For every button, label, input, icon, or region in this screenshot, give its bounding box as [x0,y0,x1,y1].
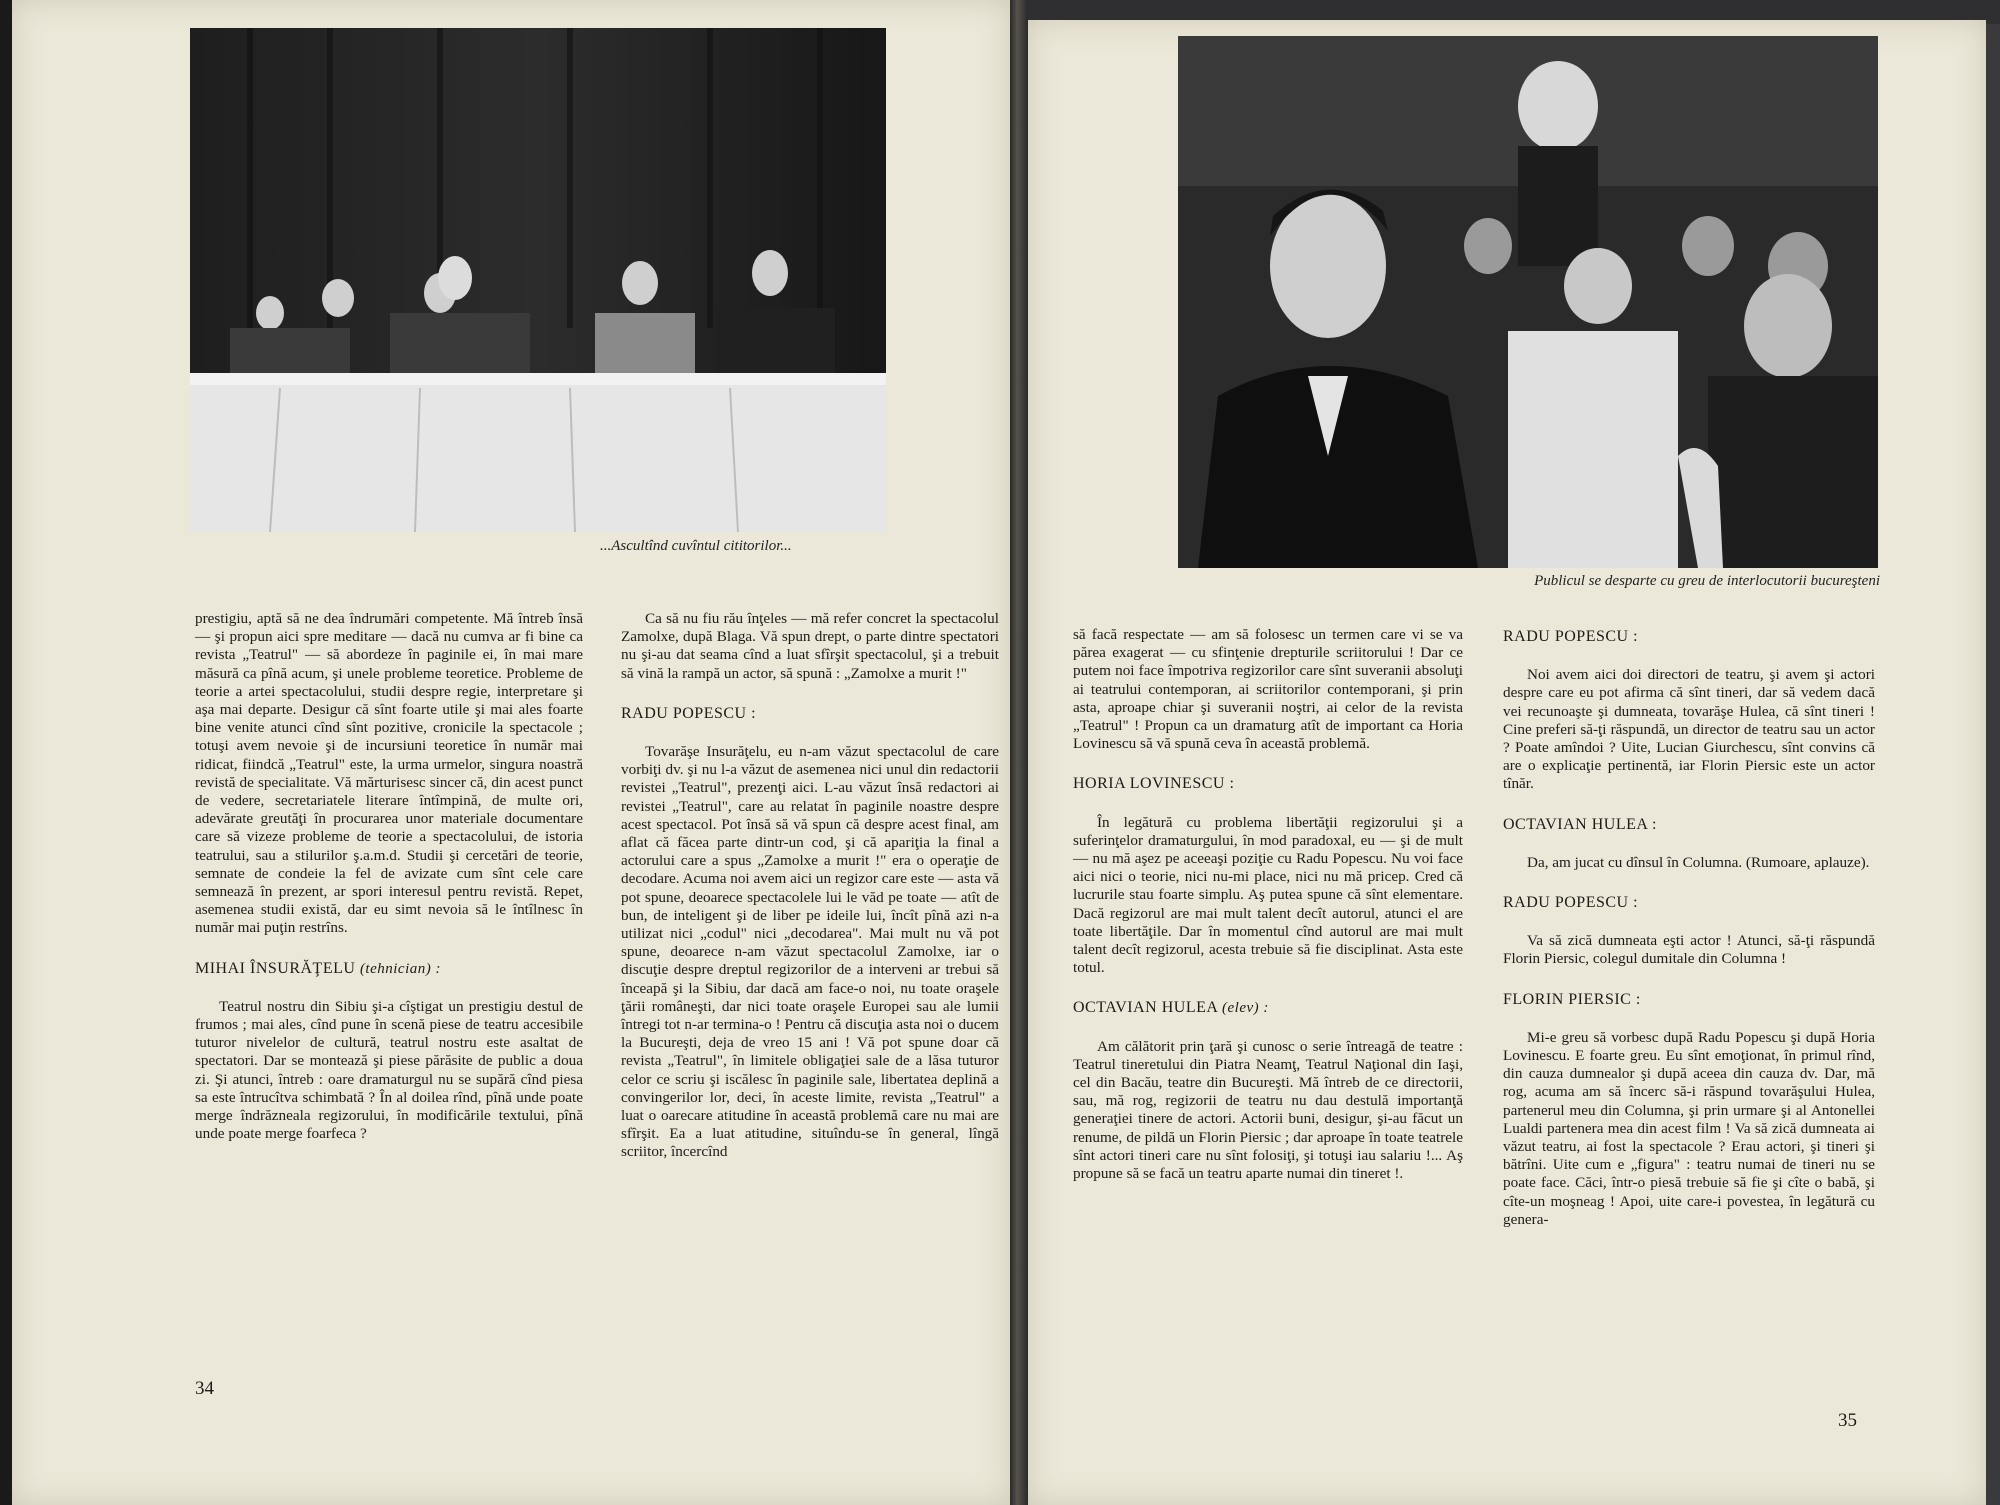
book-spine [1010,0,1028,1505]
paragraph: Teatrul nostru din Sibiu şi-a cîştigat un prestigiu destul de frumos ; mai ales, cînd pune în scenă piese de teatru accesibile tuturor nivelelor de cultură, teatrul nostru este asaltat de spectatori. Dar se montează şi piese părăsite de public a doua zi. Şi atunci, întreb : oare dramaturgul nu se supără cînd piesa sa este întrucîtva schimbată ? În al doilea rînd, pînă unde poate merge îndrăzneala regizorului, în modificările textului, pînă unde poate merge foarfeca ? [195,997,583,1143]
speaker-name: RADU POPESCU : [1503,628,1639,645]
paragraph: Va să zică dumneata eşti actor ! Atunci, să-ţi răspundă Florin Piersic, colegul dumitale din Columna ! [1503,932,1875,968]
photo-audience-image [1178,36,1878,568]
paragraph: În legătură cu problema libertăţii regizorului şi a suferinţelor dramaturgului, în mod paradoxal, eu — şi de mult — nu mă aşez pe aceeaşi poziţie cu Radu Popescu. Nu voi face aici nici o teorie, nici nu-mi place, nici nu mă pricep. Cred că lucrurile stau foarte simplu. Aş putea spune că sînt elementare. Dacă regizorul are mai mult talent decît autorul, atunci el are toate libertăţile. Dar în momentul cînd autorul are mai mult talent decît regizorul, acesta trebuie să fie disciplinat. Asta este totul. [1073,813,1463,977]
left-page [12,0,1010,1505]
page-number: 34 [195,1378,214,1399]
speaker-heading [1073,775,1463,793]
photo-caption: ...Ascultînd cuvîntul cititorilor... [600,538,792,554]
speaker-heading [621,705,999,723]
right-column-2 [1503,626,1875,1229]
speaker-name: HORIA LOVINESCU : [1073,775,1235,793]
page-number: 35 [1838,1410,1857,1431]
speaker-role: (tehnician) : [359,960,441,977]
paragraph: prestigiu, aptă să ne dea îndrumări competente. Mă întreb însă — şi propun aici spre meditare — dacă nu cumva ar fi bine ca revista „Teatrul" — să abordeze în paginile ei, în mai mare măsură ca pînă acum, şi unele probleme teoretice. Probleme de teorie a artei spectacolului, studii despre regie, interpretare şi aşa mai departe. Desigur că sînt foarte utile şi mai ales foarte bine venite atunci cînd sînt pozitive, cronicile la spectacole ; totuşi avem nevoie şi de incursiuni teoretice în număr mai ridicat, fiindcă „Teatrul" este, la urma urmelor, singura noastră revistă de specialitate. Vă mărturisesc sincer că, din acest punct de vedere, secretariatele literare întîmpină, de multe ori, adevărate greutăţi în procurarea unor materiale documentare care să vizeze probleme de teorie a spectacolului, de istoria teatrului, sau a stilurilor ş.a.m.d. Studii şi cercetări de teorie, semnate de condeie la fel de avizate cum sînt cele care semnează în prezent, ar spori interesul pentru revistă. Repet, asemenea studii există, dar eu simt nevoia să le întîlnesc în număr mai puţin restrîns. [195,610,583,937]
speaker-heading [1503,816,1875,834]
book-edge-left [0,0,12,1505]
paragraph: Mi-e greu să vorbesc după Radu Popescu şi după Horia Lovinescu. E foarte greu. Eu sînt emoţionat, în primul rînd, din cauza dumnealor şi după aceea din cauza dv. Dar, mă rog, acuma am să încerc să-i răspund tovarăşului Hulea, partenerul meu din Columna, şi prin urmare şi al Antonellei Lualdi partenera mea din acest film ! Va să zică dumneata ai văzut teatru, ai fost la spectacole ? Erau actori, şi tineri şi bătrîni. Uite cum e „figura" : teatru numai de tineri nu se poate face. Căci, într-o piesă trebuie să fie şi cîte o babă, şi cîte-un moşneag ! Apoi, uite care-i povestea, în legătură cu genera- [1503,1028,1875,1228]
speaker-heading [1503,894,1875,912]
photo-panel-discussion-image [190,28,886,532]
speaker-name: OCTAVIAN HULEA : [1503,815,1657,833]
left-column-2 [621,610,999,1162]
speaker-name: MIHAI ÎNSURĂŢELU [195,959,356,977]
speaker-heading [195,960,583,978]
paragraph: Am călătorit prin ţară şi cunosc o serie întreagă de teatre : Teatrul tineretului din Piatra Neamţ, Teatrul Naţional din Iaşi, cel din Bacău, teatre din Bucureşti. Mă întreb de ce directorii, sau, mă rog, regizorii de teatru nu dau destulă importanţă generaţiei tinere de actori. Actorii buni, desigur, şi-au făcut un renume, de pildă un Florin Piersic ; dar aproape în toate teatrele sînt actori tineri care nu sînt folosiţi, şi totuşi iau salariu !... Aş propune să se facă un teatru aparte numai din tineret !. [1073,1037,1463,1183]
paragraph: Ca să nu fiu rău înţeles — mă refer concret la spectacolul Zamolxe, după Blaga. Vă spun drept, o parte dintre spectatori nu şi-au dat seama cînd a luat sfîrşit spectacolul, şi a trebuit să vină la rampă un actor, să spună : „Zamolxe a murit !" [621,610,999,682]
photo-audience [1178,36,1878,568]
paragraph: Da, am jucat cu dînsul în Columna. (Rumoare, aplauze). [1527,853,1870,871]
speaker-heading [1073,999,1463,1017]
right-page [1028,20,1986,1505]
paragraph: Noi avem aici doi directori de teatru, şi avem şi actori despre care eu pot afirma că sînt tineri, dar să vedem dacă vei recunoaşte şi dumneata, tovarăşe Hulea, că sînt tineri ! Cine preferi să-ţi răspundă, un director de teatru sau un actor ? Poate amîndoi ? Uite, Lucian Giurchescu, sînt convins că are o explicaţie pertinentă, iar Florin Piersic este un actor tînăr. [1503,666,1875,793]
photo-caption: Publicul se desparte cu greu de interlocutorii bucureşteni [1534,573,1880,589]
speaker-role: (elev) : [1222,1000,1269,1017]
speaker-heading [1503,991,1875,1009]
speaker-name: OCTAVIAN HULEA [1073,999,1218,1017]
left-column-1 [195,610,583,1143]
paragraph: Tovarăşe Insurăţelu, eu n-am văzut spectacolul de care vorbiţi dv. şi nu l-a văzut de asemenea nici unul din redactorii revistei „Teatrul", prezenţi aici. L-au văzut însă redactori ai revistei „Teatrul", care au relatat în paginile noastre despre acest spectacol. Pot însă să vă spun că despre acest final, am aflat că făcea parte dintr-un cod, şi că apariţia la final a actorului care a spus „Zamolxe a murit !" era o operaţie de decodare. Acuma noi avem aici un regizor care este — asta vă pot spune, deoarece spectacolele lui le văd pe toate — atît de bun, de inteligent şi de liber pe ideile lui, încît pînă azi n-a utilizat nici „codul" nici „decodarea". Mai mult nu vă pot spune, deoarece n-am văzut spectacolul Zamolxe, iar o discuţie despre dreptul regizorilor de a interveni ar trebui să înceapă şi la Sibiu, dar dacă am face-o noi, nu toate oraşele ţării româneşti, dar nici toate oraşele Europei sau ale lumii întregi tot n-ar termina-o ! Pentru că discuţia asta noi o ducem la Bucureşti, deja de vreo 15 ani ! Vă pot spune doar că revista „Teatrul", în limitele obligaţiei sale de a lăsa tuturor celor ce scriu şi iscălesc în paginile sale, libertatea deplină a convingerilor lor, deci, în aceste limite, revista „Teatrul" a luat o oarecare atitudine în această problemă care nu mai are sfîrşit. Ea a luat atitudine, situîndu-se în general, lîngă scriitor, încercînd [621,743,999,1161]
speaker-name: RADU POPESCU : [621,704,757,722]
paragraph: să facă respectate — am să folosesc un termen care vi se va părea exagerat — cu sfinţenie drepturile scriitorului ! Dar ce putem noi face împotriva regizorilor care sînt suveranii absoluţi ai teatrului contemporan, ai scriitorilor contemporani, şi prin asta, aproape chiar şi suveranii noştri, ai celor de la revista „Teatrul" ! Propun ca un dramaturg atît de important ca Horia Lovinescu să vă spună ceva în această problemă. [1073,626,1463,753]
right-column-1 [1073,626,1463,1183]
speaker-name: RADU POPESCU : [1503,894,1639,912]
speaker-name: FLORIN PIERSIC : [1503,990,1641,1008]
photo-panel-discussion [190,28,886,532]
speaker-heading [1503,628,1875,646]
